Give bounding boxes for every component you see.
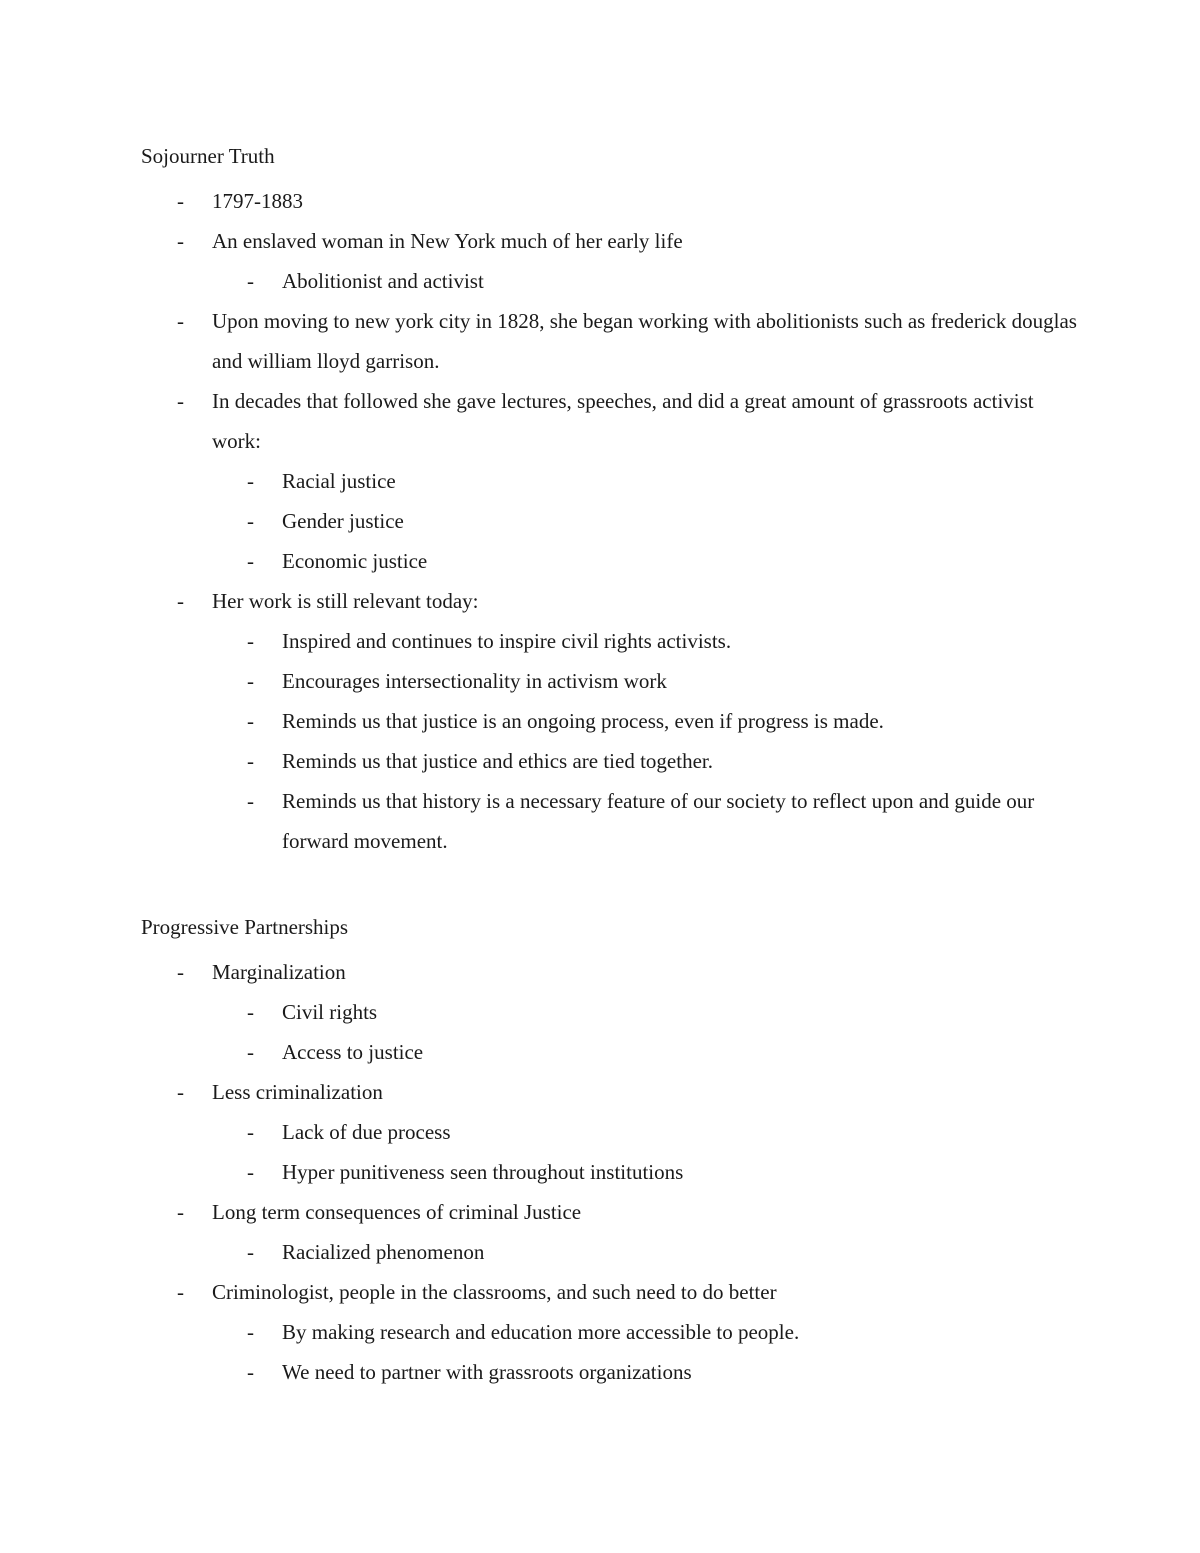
sub-list-item (141, 541, 1081, 581)
sub-list-item (141, 1312, 1081, 1352)
list-item-text: Reminds us that justice is an ongoing process, even if progress is made. (282, 709, 884, 733)
bullet-dash: - (247, 269, 254, 293)
section-heading: Progressive Partnerships (141, 915, 349, 939)
sub-list-item (141, 461, 1081, 501)
bullet-list (141, 952, 1081, 1392)
bullet-list (141, 181, 1081, 861)
sub-list-item (141, 781, 1081, 861)
list-item-text: Her work is still relevant today: (212, 589, 479, 613)
list-item-text: Access to justice (282, 1040, 424, 1064)
bullet-dash: - (247, 709, 254, 733)
bullet-dash: - (247, 1120, 254, 1144)
bullet-dash: - (247, 549, 254, 573)
bullet-dash: - (247, 1000, 254, 1024)
sub-list-item (141, 1032, 1081, 1072)
list-item-text: Economic justice (282, 549, 428, 573)
list-item-text: Reminds us that history is a necessary feature of our society to reflect upon and guide our forward movement. (282, 789, 1035, 853)
section-sojourner-truth (141, 141, 1081, 861)
bullet-dash: - (177, 309, 184, 333)
bullet-dash: - (177, 1200, 184, 1224)
list-item (141, 1072, 1081, 1112)
list-item-text: Upon moving to new york city in 1828, she began working with abolitionists such as frederick douglas and william lloyd garrison. (212, 309, 1077, 373)
bullet-dash: - (247, 509, 254, 533)
list-item-text: Hyper punitiveness seen throughout institutions (282, 1160, 684, 1184)
bullet-dash: - (247, 789, 254, 813)
list-item-text: Marginalization (212, 960, 346, 984)
bullet-dash: - (177, 389, 184, 413)
list-item (141, 952, 1081, 992)
list-item-text: An enslaved woman in New York much of her early life (212, 229, 683, 253)
list-item (141, 181, 1081, 221)
sub-list-item (141, 661, 1081, 701)
sub-list-item (141, 501, 1081, 541)
list-item (141, 581, 1081, 621)
bullet-dash: - (247, 1160, 254, 1184)
bullet-dash: - (177, 1080, 184, 1104)
list-item (141, 221, 1081, 261)
list-item-text: Reminds us that justice and ethics are tied together. (282, 749, 713, 773)
list-item (141, 301, 1081, 381)
list-item-text: Inspired and continues to inspire civil rights activists. (282, 629, 732, 653)
sub-list-item (141, 1152, 1081, 1192)
section-progressive-partnerships (141, 912, 1081, 1392)
list-item-text: Encourages intersectionality in activism work (282, 669, 667, 693)
sub-list-item (141, 261, 1081, 301)
bullet-dash: - (177, 1280, 184, 1304)
list-item-text: Civil rights (282, 1000, 378, 1024)
sub-list-item (141, 701, 1081, 741)
list-item-text: 1797-1883 (212, 189, 303, 213)
list-item-text: Gender justice (282, 509, 404, 533)
list-item (141, 1272, 1081, 1312)
bullet-dash: - (177, 589, 184, 613)
bullet-dash: - (177, 960, 184, 984)
list-item (141, 1192, 1081, 1232)
list-item-text: Racial justice (282, 469, 396, 493)
list-item-text: Long term consequences of criminal Justice (212, 1200, 582, 1224)
bullet-dash: - (247, 1360, 254, 1384)
sub-list-item (141, 1112, 1081, 1152)
list-item-text: In decades that followed she gave lectures, speeches, and did a great amount of grassroots activist work: (212, 389, 1034, 453)
bullet-dash: - (177, 229, 184, 253)
bullet-dash: - (247, 629, 254, 653)
list-item (141, 381, 1081, 461)
bullet-dash: - (247, 469, 254, 493)
sub-list-item (141, 1232, 1081, 1272)
bullet-dash: - (177, 189, 184, 213)
list-item-text: We need to partner with grassroots organizations (282, 1360, 692, 1384)
sub-list-item (141, 1352, 1081, 1392)
list-item-text: Racialized phenomenon (282, 1240, 485, 1264)
section-heading: Sojourner Truth (141, 144, 275, 168)
bullet-dash: - (247, 669, 254, 693)
bullet-dash: - (247, 1240, 254, 1264)
list-item-text: Less criminalization (212, 1080, 383, 1104)
list-item-text: Criminologist, people in the classrooms, and such need to do better (212, 1280, 777, 1304)
list-item-text: Abolitionist and activist (282, 269, 484, 293)
bullet-dash: - (247, 749, 254, 773)
sub-list-item (141, 741, 1081, 781)
sub-list-item (141, 992, 1081, 1032)
sub-list-item (141, 621, 1081, 661)
list-item-text: By making research and education more accessible to people. (282, 1320, 800, 1344)
bullet-dash: - (247, 1040, 254, 1064)
bullet-dash: - (247, 1320, 254, 1344)
list-item-text: Lack of due process (282, 1120, 451, 1144)
